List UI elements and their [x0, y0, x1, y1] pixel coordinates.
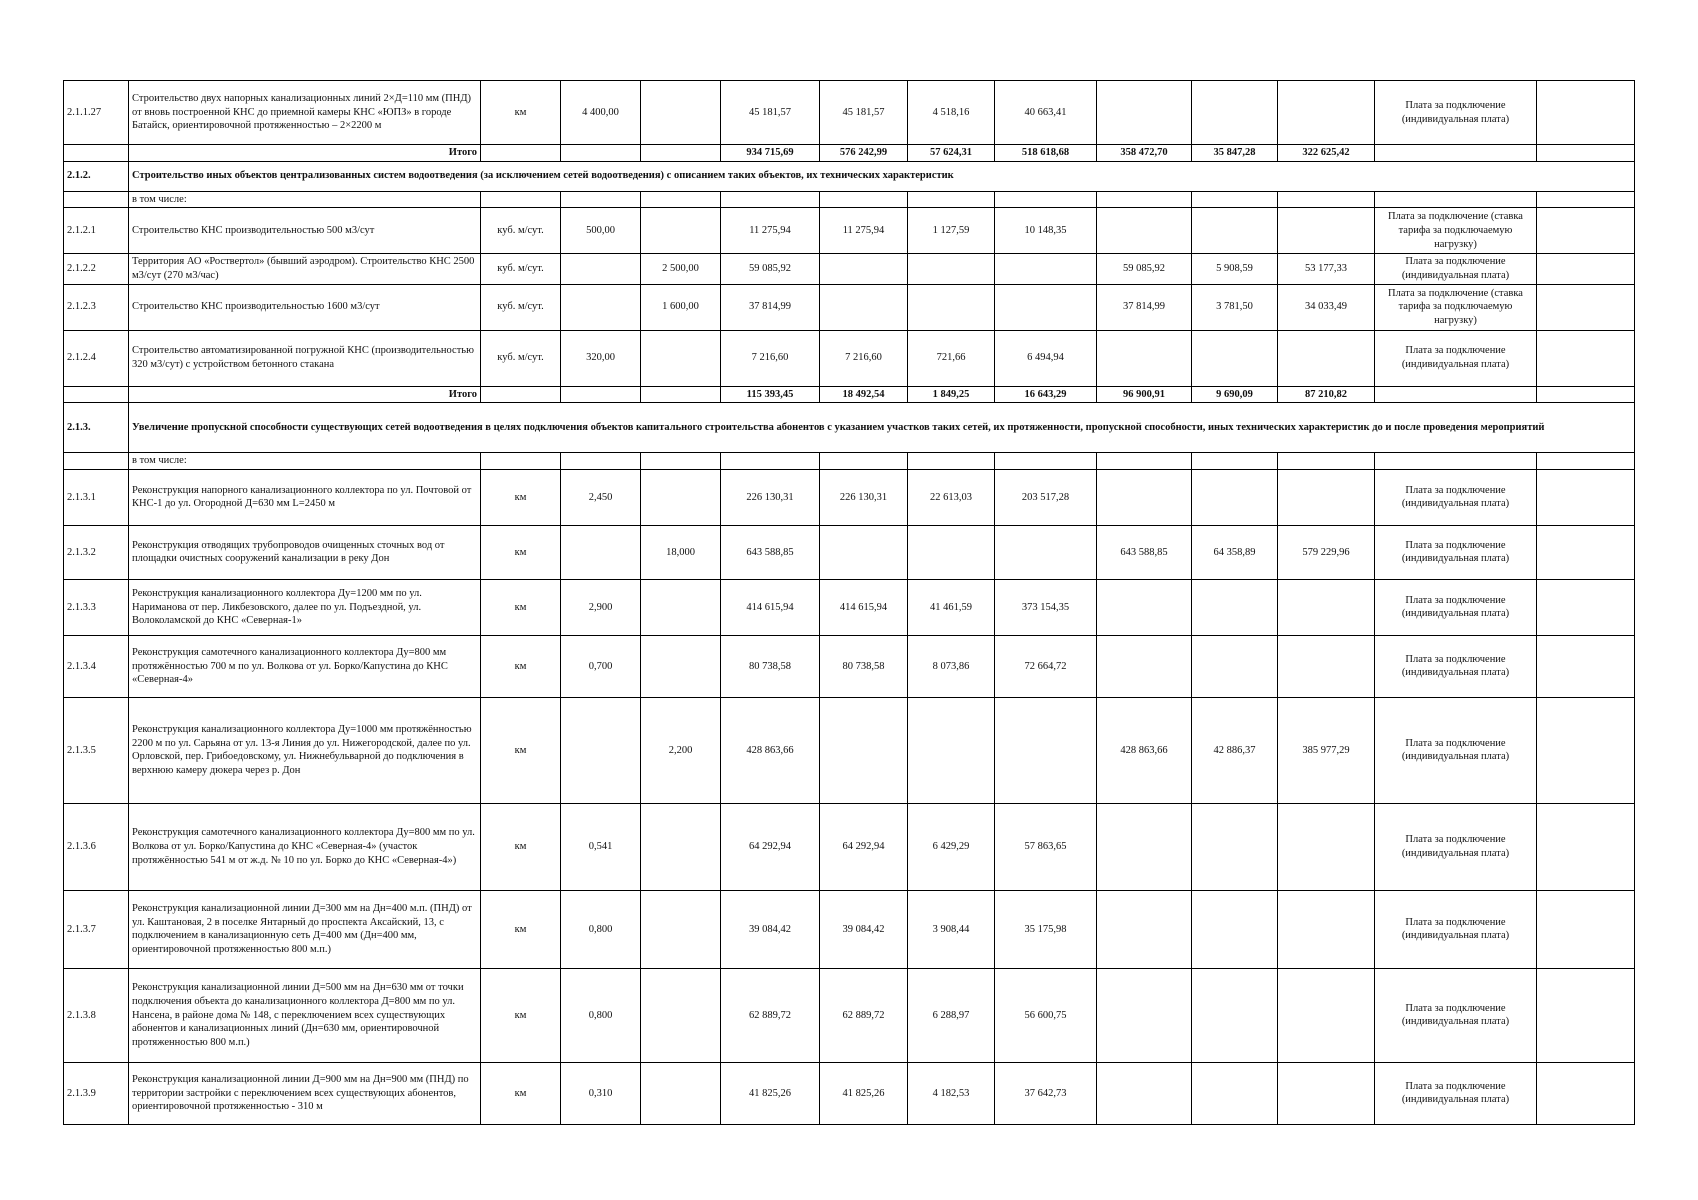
table-row [64, 968, 1635, 1062]
table-row [64, 579, 1635, 635]
table-row [64, 330, 1635, 386]
item-funding-source: Плата за подключение (индивидуальная плата) [1375, 81, 1537, 145]
including-label: в том числе: [129, 191, 481, 208]
item-value-v2: 39 084,42 [820, 890, 908, 968]
item-name: Реконструкция канализационной линии Д=900 мм на Дн=900 мм (ПНД) по территории застройки с переключением всех существующих абонентов, ориентировочной протяженностью - 310 м [129, 1062, 481, 1124]
item-value-v4 [995, 525, 1097, 579]
item-code: 2.1.3.1 [64, 469, 129, 525]
item-value-v7: 385 977,29 [1278, 697, 1375, 803]
section-title: Увеличение пропускной способности существующих сетей водоотведения в целях подключения объектов капитального строительства абонентов с указанием участков таких сетей, их протяженности, пропускной способности, иных технических характеристик до и после проведения мероприятий [129, 403, 1635, 453]
total-blank [1537, 145, 1635, 162]
section-title: Строительство иных объектов централизованных систем водоотведения (за исключением сетей водоотведения) с описанием таких объектов, их технических характеристик [129, 161, 1635, 191]
item-value-v5: 643 588,85 [1097, 525, 1192, 579]
total-value-v3: 1 849,25 [908, 386, 995, 403]
table-row [64, 284, 1635, 330]
item-unit: км [481, 968, 561, 1062]
item-code: 2.1.2.2 [64, 254, 129, 284]
total-row [64, 386, 1635, 403]
item-capacity [561, 254, 641, 284]
item-value-v5 [1097, 579, 1192, 635]
item-unit: куб. м/сут. [481, 330, 561, 386]
item-value-v3: 41 461,59 [908, 579, 995, 635]
item-value-v5 [1097, 968, 1192, 1062]
item-value-v6: 5 908,59 [1192, 254, 1278, 284]
item-value-v3: 6 288,97 [908, 968, 995, 1062]
item-value-v4 [995, 254, 1097, 284]
item-value-v1: 64 292,94 [721, 803, 820, 890]
item-funding-source: Плата за подключение (индивидуальная плата) [1375, 579, 1537, 635]
item-unit: км [481, 803, 561, 890]
total-value-v5: 96 900,91 [1097, 386, 1192, 403]
item-capacity: 320,00 [561, 330, 641, 386]
item-capacity-2 [641, 635, 721, 697]
item-value-v5: 37 814,99 [1097, 284, 1192, 330]
item-note [1537, 1062, 1635, 1124]
item-name: Территория АО «Роствертол» (бывший аэродром). Строительство КНС 2500 м3/сут (270 м3/час) [129, 254, 481, 284]
item-value-v3: 4 518,16 [908, 81, 995, 145]
item-code: 2.1.3.3 [64, 579, 129, 635]
item-value-v6 [1192, 579, 1278, 635]
item-note [1537, 208, 1635, 254]
item-value-v1: 643 588,85 [721, 525, 820, 579]
incl-blank [820, 191, 908, 208]
section-row [64, 161, 1635, 191]
item-name: Строительство автоматизированной погружной КНС (производительностью 320 м3/сут) с устройством бетонного стакана [129, 330, 481, 386]
item-capacity: 500,00 [561, 208, 641, 254]
item-value-v1: 59 085,92 [721, 254, 820, 284]
item-value-v6 [1192, 635, 1278, 697]
total-blank [1375, 145, 1537, 162]
item-unit: км [481, 890, 561, 968]
incl-blank [1192, 191, 1278, 208]
total-blank [1537, 386, 1635, 403]
item-name: Строительство КНС производительностью 500 м3/сут [129, 208, 481, 254]
item-value-v2 [820, 254, 908, 284]
table-body [64, 81, 1635, 1125]
incl-blank [820, 453, 908, 470]
item-value-v6 [1192, 330, 1278, 386]
item-value-v2: 7 216,60 [820, 330, 908, 386]
item-value-v6 [1192, 469, 1278, 525]
item-note [1537, 81, 1635, 145]
incl-blank [995, 191, 1097, 208]
item-value-v4: 203 517,28 [995, 469, 1097, 525]
incl-blank [1537, 191, 1635, 208]
item-capacity: 0,800 [561, 890, 641, 968]
item-funding-source: Плата за подключение (индивидуальная плата) [1375, 1062, 1537, 1124]
item-name: Реконструкция канализационного коллектора Ду=1000 мм протяжённостью 2200 м по ул. Сарьяна от ул. 13-я Линия до ул. Нижегородской, далее по ул. Орловской, пер. Грибоедовскому, ул. Нижнебульварной до подключения в верхнюю камеру дюкера через р. Дон [129, 697, 481, 803]
item-value-v4: 35 175,98 [995, 890, 1097, 968]
incl-blank [721, 191, 820, 208]
incl-blank [641, 453, 721, 470]
total-blank [561, 386, 641, 403]
item-code: 2.1.2.3 [64, 284, 129, 330]
incl-blank [1097, 191, 1192, 208]
item-value-v6 [1192, 890, 1278, 968]
item-code: 2.1.2.4 [64, 330, 129, 386]
item-note [1537, 803, 1635, 890]
item-value-v7 [1278, 1062, 1375, 1124]
item-value-v5 [1097, 803, 1192, 890]
item-capacity-2 [641, 1062, 721, 1124]
total-blank [481, 386, 561, 403]
item-capacity-2: 2,200 [641, 697, 721, 803]
item-value-v5 [1097, 1062, 1192, 1124]
total-value-v1: 115 393,45 [721, 386, 820, 403]
item-capacity-2 [641, 803, 721, 890]
item-capacity: 0,800 [561, 968, 641, 1062]
item-value-v4: 10 148,35 [995, 208, 1097, 254]
item-value-v2: 11 275,94 [820, 208, 908, 254]
item-value-v1: 39 084,42 [721, 890, 820, 968]
item-value-v7 [1278, 330, 1375, 386]
total-value-v3: 57 624,31 [908, 145, 995, 162]
item-capacity-2 [641, 890, 721, 968]
incl-blank [64, 191, 129, 208]
table-row [64, 81, 1635, 145]
total-label: Итого [129, 145, 481, 162]
item-note [1537, 330, 1635, 386]
item-funding-source: Плата за подключение (ставка тарифа за подключаемую нагрузку) [1375, 284, 1537, 330]
total-value-v6: 35 847,28 [1192, 145, 1278, 162]
incl-blank [908, 191, 995, 208]
item-funding-source: Плата за подключение (индивидуальная плата) [1375, 525, 1537, 579]
table-row [64, 525, 1635, 579]
item-capacity-2: 18,000 [641, 525, 721, 579]
total-value-v7: 87 210,82 [1278, 386, 1375, 403]
total-blank [561, 145, 641, 162]
incl-blank [1097, 453, 1192, 470]
item-name: Строительство двух напорных канализационных линий 2×Д=110 мм (ПНД) от вновь построенной КНС до приемной камеры КНС «ЮПЗ» в городе Батайск, ориентировочной протяженностью – 2×2200 м [129, 81, 481, 145]
table-row [64, 208, 1635, 254]
item-value-v6 [1192, 968, 1278, 1062]
item-capacity-2 [641, 81, 721, 145]
item-value-v1: 80 738,58 [721, 635, 820, 697]
incl-blank [908, 453, 995, 470]
item-value-v3: 4 182,53 [908, 1062, 995, 1124]
total-value-v4: 16 643,29 [995, 386, 1097, 403]
item-funding-source: Плата за подключение (индивидуальная плата) [1375, 469, 1537, 525]
item-value-v2 [820, 697, 908, 803]
table-row [64, 697, 1635, 803]
section-code: 2.1.3. [64, 403, 129, 453]
item-value-v3: 8 073,86 [908, 635, 995, 697]
item-value-v6 [1192, 81, 1278, 145]
item-value-v2: 226 130,31 [820, 469, 908, 525]
item-value-v1: 41 825,26 [721, 1062, 820, 1124]
item-value-v3 [908, 697, 995, 803]
section-row [64, 403, 1635, 453]
item-unit: куб. м/сут. [481, 284, 561, 330]
item-code: 2.1.3.2 [64, 525, 129, 579]
table-row [64, 803, 1635, 890]
item-value-v7 [1278, 579, 1375, 635]
item-value-v1: 414 615,94 [721, 579, 820, 635]
item-name: Реконструкция канализационной линии Д=300 мм на Дн=400 м.п. (ПНД) от ул. Каштановая, 2 в поселке Янтарный до проспекта Аксайский, 13, с подключением в канализационную сеть Д=400 мм (Дн=400 мм, ориентировочной протяженностью 800 м.п.) [129, 890, 481, 968]
including-row [64, 453, 1635, 470]
item-value-v4: 40 663,41 [995, 81, 1097, 145]
item-note [1537, 697, 1635, 803]
item-value-v1: 11 275,94 [721, 208, 820, 254]
item-value-v4: 373 154,35 [995, 579, 1097, 635]
item-value-v4 [995, 284, 1097, 330]
item-capacity: 4 400,00 [561, 81, 641, 145]
item-unit: км [481, 697, 561, 803]
item-value-v3: 721,66 [908, 330, 995, 386]
item-value-v5 [1097, 330, 1192, 386]
item-unit: куб. м/сут. [481, 254, 561, 284]
item-name: Строительство КНС производительностью 1600 м3/сут [129, 284, 481, 330]
incl-blank [1375, 453, 1537, 470]
item-value-v7 [1278, 968, 1375, 1062]
incl-blank [1278, 191, 1375, 208]
item-value-v5 [1097, 890, 1192, 968]
item-capacity-2: 2 500,00 [641, 254, 721, 284]
item-value-v2: 41 825,26 [820, 1062, 908, 1124]
item-value-v6: 3 781,50 [1192, 284, 1278, 330]
table-row [64, 254, 1635, 284]
total-row [64, 145, 1635, 162]
total-value-v2: 18 492,54 [820, 386, 908, 403]
incl-blank [721, 453, 820, 470]
item-value-v1: 7 216,60 [721, 330, 820, 386]
item-value-v5 [1097, 81, 1192, 145]
item-value-v5 [1097, 635, 1192, 697]
total-blank [64, 386, 129, 403]
item-funding-source: Плата за подключение (индивидуальная плата) [1375, 697, 1537, 803]
item-capacity [561, 284, 641, 330]
total-blank [641, 386, 721, 403]
item-value-v5: 59 085,92 [1097, 254, 1192, 284]
item-funding-source: Плата за подключение (индивидуальная плата) [1375, 254, 1537, 284]
item-value-v2 [820, 525, 908, 579]
item-value-v2: 45 181,57 [820, 81, 908, 145]
incl-blank [64, 453, 129, 470]
item-value-v1: 45 181,57 [721, 81, 820, 145]
item-capacity: 2,450 [561, 469, 641, 525]
item-value-v3: 3 908,44 [908, 890, 995, 968]
item-value-v1: 428 863,66 [721, 697, 820, 803]
item-value-v7 [1278, 469, 1375, 525]
item-value-v7: 34 033,49 [1278, 284, 1375, 330]
item-funding-source: Плата за подключение (индивидуальная плата) [1375, 635, 1537, 697]
item-unit: куб. м/сут. [481, 208, 561, 254]
item-value-v7 [1278, 803, 1375, 890]
item-value-v7 [1278, 890, 1375, 968]
item-unit: км [481, 579, 561, 635]
total-blank [641, 145, 721, 162]
incl-blank [641, 191, 721, 208]
item-capacity: 0,310 [561, 1062, 641, 1124]
item-capacity: 0,541 [561, 803, 641, 890]
item-value-v4: 57 863,65 [995, 803, 1097, 890]
item-capacity-2 [641, 579, 721, 635]
item-value-v6: 64 358,89 [1192, 525, 1278, 579]
total-value-v7: 322 625,42 [1278, 145, 1375, 162]
item-unit: км [481, 81, 561, 145]
item-value-v2: 414 615,94 [820, 579, 908, 635]
item-value-v3: 6 429,29 [908, 803, 995, 890]
item-capacity: 0,700 [561, 635, 641, 697]
item-funding-source: Плата за подключение (индивидуальная плата) [1375, 330, 1537, 386]
total-blank [481, 145, 561, 162]
item-value-v2: 80 738,58 [820, 635, 908, 697]
item-value-v3: 22 613,03 [908, 469, 995, 525]
item-code: 2.1.3.6 [64, 803, 129, 890]
item-note [1537, 284, 1635, 330]
total-value-v2: 576 242,99 [820, 145, 908, 162]
item-funding-source: Плата за подключение (индивидуальная плата) [1375, 890, 1537, 968]
item-unit: км [481, 525, 561, 579]
including-label: в том числе: [129, 453, 481, 470]
item-value-v1: 62 889,72 [721, 968, 820, 1062]
item-code: 2.1.2.1 [64, 208, 129, 254]
item-capacity [561, 525, 641, 579]
investment-table [63, 80, 1635, 1125]
incl-blank [1192, 453, 1278, 470]
incl-blank [481, 191, 561, 208]
item-value-v2: 64 292,94 [820, 803, 908, 890]
item-value-v5 [1097, 208, 1192, 254]
item-note [1537, 968, 1635, 1062]
item-name: Реконструкция канализационной линии Д=500 мм на Дн=630 мм от точки подключения объекта до канализационного коллектора Д=800 мм по ул. Нансена, в районе дома № 148, с переключением всех существующих абонентов и канализационных линий (Дн=630 мм, ориентировочной протяженностью 800 м.п.) [129, 968, 481, 1062]
item-capacity: 2,900 [561, 579, 641, 635]
item-capacity-2 [641, 330, 721, 386]
item-note [1537, 635, 1635, 697]
item-value-v7 [1278, 81, 1375, 145]
item-value-v6 [1192, 803, 1278, 890]
item-value-v3 [908, 284, 995, 330]
item-name: Реконструкция отводящих трубопроводов очищенных сточных вод от площадки очистных сооружений канализации в реку Дон [129, 525, 481, 579]
item-unit: км [481, 1062, 561, 1124]
incl-blank [1537, 453, 1635, 470]
item-value-v5 [1097, 469, 1192, 525]
item-value-v6: 42 886,37 [1192, 697, 1278, 803]
item-code: 2.1.3.5 [64, 697, 129, 803]
item-value-v4: 37 642,73 [995, 1062, 1097, 1124]
item-value-v4 [995, 697, 1097, 803]
item-name: Реконструкция самотечного канализационного коллектора Ду=800 мм по ул. Волкова от ул. Борко/Капустина до КНС «Северная-4» (участок протяжённостью 541 м от ж.д. № 10 по ул. Борко до КНС «Северная-4») [129, 803, 481, 890]
item-value-v1: 226 130,31 [721, 469, 820, 525]
incl-blank [1375, 191, 1537, 208]
total-value-v5: 358 472,70 [1097, 145, 1192, 162]
item-value-v4: 56 600,75 [995, 968, 1097, 1062]
total-value-v6: 9 690,09 [1192, 386, 1278, 403]
item-value-v6 [1192, 1062, 1278, 1124]
item-code: 2.1.3.8 [64, 968, 129, 1062]
item-capacity-2 [641, 968, 721, 1062]
item-note [1537, 890, 1635, 968]
incl-blank [561, 191, 641, 208]
table-row [64, 890, 1635, 968]
total-value-v1: 934 715,69 [721, 145, 820, 162]
table-row [64, 1062, 1635, 1124]
item-value-v3 [908, 254, 995, 284]
item-note [1537, 254, 1635, 284]
total-label: Итого [129, 386, 481, 403]
item-value-v6 [1192, 208, 1278, 254]
item-value-v3: 1 127,59 [908, 208, 995, 254]
total-value-v4: 518 618,68 [995, 145, 1097, 162]
item-unit: км [481, 469, 561, 525]
item-code: 2.1.3.9 [64, 1062, 129, 1124]
item-value-v7 [1278, 635, 1375, 697]
item-name: Реконструкция самотечного канализационного коллектора Ду=800 мм протяжённостью 700 м по ул. Волкова от ул. Борко/Капустина до КНС «Северная-4» [129, 635, 481, 697]
item-value-v1: 37 814,99 [721, 284, 820, 330]
table-row [64, 469, 1635, 525]
incl-blank [995, 453, 1097, 470]
item-value-v7: 53 177,33 [1278, 254, 1375, 284]
item-name: Реконструкция напорного канализационного коллектора по ул. Почтовой от КНС-1 до ул. Огородной Д=630 мм L=2450 м [129, 469, 481, 525]
item-name: Реконструкция канализационного коллектора Ду=1200 мм по ул. Нариманова от пер. Ликбезовского, далее по ул. Подъездной, ул. Волоколамской до КНС «Северная-1» [129, 579, 481, 635]
item-value-v2 [820, 284, 908, 330]
item-value-v7 [1278, 208, 1375, 254]
item-unit: км [481, 635, 561, 697]
item-value-v5: 428 863,66 [1097, 697, 1192, 803]
item-note [1537, 525, 1635, 579]
item-code: 2.1.3.4 [64, 635, 129, 697]
total-blank [1375, 386, 1537, 403]
item-capacity-2: 1 600,00 [641, 284, 721, 330]
item-code: 2.1.1.27 [64, 81, 129, 145]
item-funding-source: Плата за подключение (ставка тарифа за подключаемую нагрузку) [1375, 208, 1537, 254]
item-capacity [561, 697, 641, 803]
item-note [1537, 579, 1635, 635]
section-code: 2.1.2. [64, 161, 129, 191]
table-row [64, 635, 1635, 697]
incl-blank [1278, 453, 1375, 470]
item-note [1537, 469, 1635, 525]
incl-blank [561, 453, 641, 470]
item-value-v4: 6 494,94 [995, 330, 1097, 386]
item-capacity-2 [641, 469, 721, 525]
item-value-v7: 579 229,96 [1278, 525, 1375, 579]
including-row [64, 191, 1635, 208]
item-value-v4: 72 664,72 [995, 635, 1097, 697]
item-funding-source: Плата за подключение (индивидуальная плата) [1375, 803, 1537, 890]
total-blank [64, 145, 129, 162]
item-code: 2.1.3.7 [64, 890, 129, 968]
item-value-v2: 62 889,72 [820, 968, 908, 1062]
incl-blank [481, 453, 561, 470]
item-capacity-2 [641, 208, 721, 254]
item-funding-source: Плата за подключение (индивидуальная плата) [1375, 968, 1537, 1062]
item-value-v3 [908, 525, 995, 579]
